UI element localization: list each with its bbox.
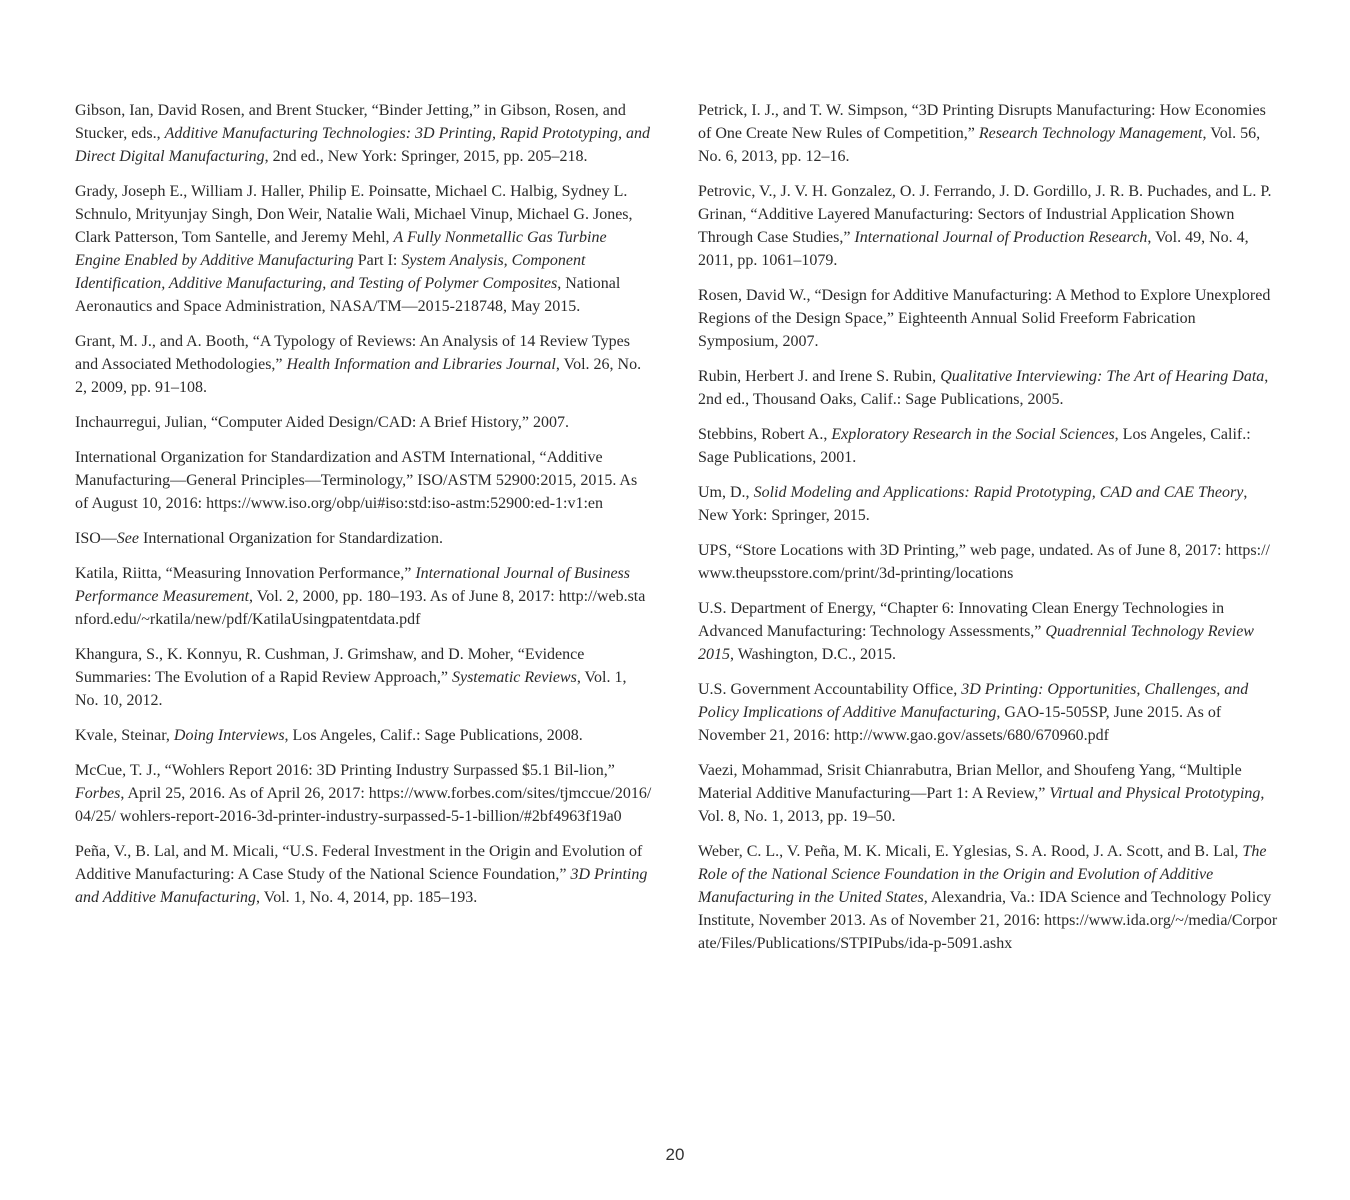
reference-url: https://www.iso.org/obp/ui#iso:std:iso-astm:52900:ed-1:v1:en	[206, 495, 604, 512]
reference-text: , Vol. 2, 2000, pp. 180–193. As of June 8, 2017:	[249, 588, 559, 605]
reference-title-italic: Exploratory Research in the Social Sciences	[831, 426, 1115, 443]
references-left-column	[75, 99, 653, 921]
reference-title-italic: 3D Printing and Additive Manufacturing	[75, 866, 648, 906]
reference-text: , Los Angeles, Calif.: Sage Publications, 2008.	[284, 727, 583, 744]
references-right-column	[698, 99, 1278, 967]
reference-text: Peña, V., B. Lal, and M. Micali, “U.S. Federal Investment in the Origin and Evolution of Additive Manufacturing: A Case Study of the National Science Foundation,”	[75, 843, 643, 883]
reference-url: https://www.theupsstore.com/print/3d-printing/locations	[698, 542, 1270, 582]
reference-text: , Vol. 1, No. 10, 2012.	[75, 669, 627, 709]
reference-text: , GAO-15-505SP, June 2015. As of November 21, 2016:	[698, 704, 1222, 744]
reference-entry	[698, 423, 1278, 469]
reference-text: Petrovic, V., J. V. H. Gonzalez, O. J. Ferrando, J. D. Gordillo, J. R. B. Puchades, and L. P. Grinan, “Additive Layered Manufacturing: Sectors of Industrial Application Shown Through Case Studies,”	[698, 183, 1272, 246]
reference-title-italic: Systematic Reviews	[451, 669, 577, 686]
reference-entry	[75, 330, 653, 399]
reference-text: Weber, C. L., V. Peña, M. K. Micali, E. Yglesias, S. A. Rood, J. A. Scott, and B. Lal,	[698, 843, 1243, 860]
reference-text: ISO—	[75, 530, 117, 547]
reference-url: https://www.forbes.com/sites/tjmccue/2016/04/25/ wohlers-report-2016-3d-printer-industry-surpassed-5-1-billion/#2bf4963f19a0	[75, 785, 652, 825]
reference-entry	[698, 180, 1278, 272]
reference-text: , April 25, 2016. As of April 26, 2017:	[120, 785, 369, 802]
reference-text: Rubin, Herbert J. and Irene S. Rubin,	[698, 368, 941, 385]
reference-title-italic: A Fully Nonmetallic Gas Turbine Engine Enabled by Additive Manufacturing	[75, 229, 607, 269]
reference-entry	[75, 99, 653, 168]
reference-text: , Vol. 26, No. 2, 2009, pp. 91–108.	[75, 356, 642, 396]
reference-text: , Vol. 1, No. 4, 2014, pp. 185–193.	[256, 889, 478, 906]
reference-text: Khangura, S., K. Konnyu, R. Cushman, J. Grimshaw, and D. Moher, “Evidence Summaries: The Evolution of a Rapid Review Approach,”	[75, 646, 585, 686]
reference-text: , Los Angeles, Calif.: Sage Publications, 2001.	[698, 426, 1251, 466]
reference-text: Kvale, Steinar,	[75, 727, 174, 744]
reference-title-italic: 3D Printing: Opportunities, Challenges, and Policy Implications of Additive Manufacturing	[698, 681, 1249, 721]
reference-title-italic: Virtual and Physical Prototyping	[1049, 785, 1261, 802]
reference-entry	[698, 759, 1278, 828]
reference-text: , Vol. 49, No. 4, 2011, pp. 1061–1079.	[698, 229, 1249, 269]
reference-text: , Vol. 8, No. 1, 2013, pp. 19–50.	[698, 785, 1265, 825]
reference-text: Grady, Joseph E., William J. Haller, Philip E. Poinsatte, Michael C. Halbig, Sydney L. Schnulo, Mrityunjay Singh, Don Weir, Natalie Wali, Michael Vinup, Michael G. Jones, Clark Patterson, Tom Santelle, and Jeremy Mehl,	[75, 183, 633, 246]
reference-text: U.S. Government Accountability Office,	[698, 681, 962, 698]
reference-text: Um, D.,	[698, 484, 754, 501]
reference-text: Katila, Riitta, “Measuring Innovation Performance,”	[75, 565, 416, 582]
reference-entry	[698, 840, 1278, 955]
reference-text: , New York: Springer, 2015.	[698, 484, 1248, 524]
page-number: 20	[665, 1145, 685, 1164]
reference-text: Grant, M. J., and A. Booth, “A Typology of Reviews: An Analysis of 14 Review Types and Associated Methodologies,”	[75, 333, 630, 373]
reference-entry	[75, 527, 653, 550]
reference-text: , 2nd ed., Thousand Oaks, Calif.: Sage Publications, 2005.	[698, 368, 1269, 408]
reference-text: Gibson, Ian, David Rosen, and Brent Stucker, “Binder Jetting,” in Gibson, Rosen, and Stucker, eds.,	[75, 102, 626, 142]
reference-text: Vaezi, Mohammad, Srisit Chianrabutra, Brian Mellor, and Shoufeng Yang, “Multiple Material Additive Manufacturing—Part 1: A Review,”	[698, 762, 1242, 802]
reference-text: Petrick, I. J., and T. W. Simpson, “3D Printing Disrupts Manufacturing: How Economies of One Create New Rules of Competition,”	[698, 102, 1266, 142]
reference-entry	[75, 840, 653, 909]
reference-entry	[75, 446, 653, 515]
reference-title-italic: Doing Interviews	[173, 727, 285, 744]
reference-entry	[698, 284, 1278, 353]
reference-url: http://web.stanford.edu/~rkatila/new/pdf/KatilaUsingpatentdata.pdf	[75, 588, 646, 628]
reference-text: International Organization for Standardization and ASTM International, “Additive Manufacturing—General Principles—Terminology,” ISO/ASTM 52900:2015, 2015. As of August 10, 2016:	[75, 449, 638, 512]
reference-entry	[698, 365, 1278, 411]
reference-text: Part I:	[353, 252, 402, 269]
reference-title-italic: International Journal of Production Research	[854, 229, 1148, 246]
reference-title-italic: Forbes	[75, 785, 121, 802]
reference-text: U.S. Department of Energy, “Chapter 6: Innovating Clean Energy Technologies in Advanced Manufacturing: Technology Assessments,”	[698, 600, 1225, 640]
reference-entry	[75, 724, 653, 747]
reference-text: McCue, T. J., “Wohlers Report 2016: 3D Printing Industry Surpassed $5.1 Bil-lion,”	[75, 762, 615, 779]
reference-text: UPS, “Store Locations with 3D Printing,” web page, undated. As of June 8, 2017:	[698, 542, 1226, 559]
reference-text: Inchaurregui, Julian, “Computer Aided Design/CAD: A Brief History,” 2007.	[75, 414, 569, 431]
reference-entry	[698, 597, 1278, 666]
reference-entry	[75, 411, 653, 434]
reference-entry	[698, 481, 1278, 527]
reference-entry	[75, 180, 653, 318]
reference-text: , Washington, D.C., 2015.	[730, 646, 896, 663]
reference-title-italic: Research Technology Management	[978, 125, 1203, 142]
reference-entry	[698, 678, 1278, 747]
reference-url: https://www.ida.org/~/media/Corporate/Files/Publications/STPIPubs/ida-p-5091.ashx	[698, 912, 1278, 952]
reference-title-italic: Quadrennial Technology Review 2015	[698, 623, 1254, 663]
reference-text: Stebbins, Robert A.,	[698, 426, 832, 443]
reference-text: , Vol. 56, No. 6, 2013, pp. 12–16.	[698, 125, 1261, 165]
reference-entry	[75, 562, 653, 631]
reference-text: Rosen, David W., “Design for Additive Manufacturing: A Method to Explore Unexplored Regions of the Design Space,” Eighteenth Annual Solid Freeform Fabrication Symposium, 2007.	[698, 287, 1271, 350]
reference-title-italic: System Analysis, Component Identification, Additive Manufacturing, and Testing of Polymer Composites	[75, 252, 586, 292]
reference-title-italic: Health Information and Libraries Journal	[286, 356, 556, 373]
reference-text: , Alexandria, Va.: IDA Science and Technology Policy Institute, November 2013. As of November 21, 2016:	[698, 889, 1272, 929]
reference-entry	[698, 539, 1278, 585]
reference-title-italic: International Journal of Business Performance Measurement	[75, 565, 630, 605]
reference-title-italic: Solid Modeling and Applications: Rapid Prototyping, CAD and CAE Theory	[753, 484, 1244, 501]
reference-text: , 2nd ed., New York: Springer, 2015, pp. 205–218.	[264, 148, 588, 165]
reference-entry	[698, 99, 1278, 168]
reference-text: International Organization for Standardization.	[138, 530, 444, 547]
reference-entry	[75, 759, 653, 828]
reference-title-italic: Additive Manufacturing Technologies: 3D Printing, Rapid Prototyping, and Direct Digital Manufacturing	[75, 125, 650, 165]
reference-title-italic: The Role of the National Science Foundation in the Origin and Evolution of Additive Manufacturing in the United States	[698, 843, 1267, 906]
reference-url: http://www.gao.gov/assets/680/670960.pdf	[833, 727, 1109, 744]
reference-title-italic: See	[116, 530, 139, 547]
reference-entry	[75, 643, 653, 712]
reference-title-italic: Qualitative Interviewing: The Art of Hearing Data	[940, 368, 1265, 385]
reference-text: , National Aeronautics and Space Administration, NASA/TM—2015-218748, May 2015.	[75, 275, 621, 315]
